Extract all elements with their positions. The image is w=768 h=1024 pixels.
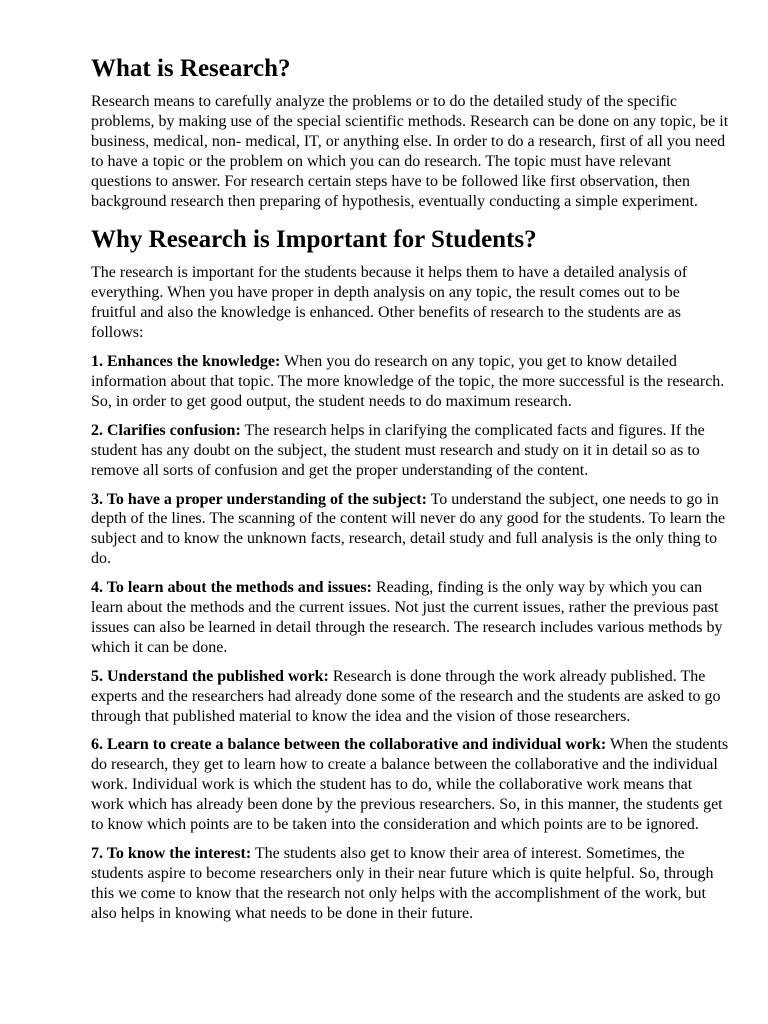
benefit-text-5: Research is done through the work already published. The experts and the researchers had already done some of the research and the students are asked to go through that published material to know the idea and the vision of those researchers.	[91, 667, 721, 725]
benefit-item-6	[91, 735, 729, 835]
document-page	[91, 52, 729, 933]
benefit-term-7: 7. To know the interest:	[91, 845, 252, 862]
benefit-text-6: When the students do research, they get to learn how to create a balance between the collaborative and the individual work. Individual work is which the student has to do, while the collaborative work means that work which has already been done by the previous researchers. So, in this manner, the students get to know which points are to be taken into the consideration and which points are to be ignored.	[91, 736, 729, 834]
benefit-term-4: 4. To learn about the methods and issues:	[91, 579, 372, 597]
heading-why-research-important: Why Research is Important for Students?	[91, 226, 537, 254]
benefit-term-1: 1. Enhances the knowledge:	[91, 353, 281, 371]
heading-what-is-research: What is Research?	[91, 55, 291, 82]
benefit-text-3: To understand the subject, one needs to go in depth of the lines. The scanning of the content will never do any good for the students. To learn the subject and to know the unknown facts, research, detail study and full analysis is the only thing to do.	[91, 490, 726, 568]
benefit-term-6: 6. Learn to create a balance between the collaborative and individual work:	[91, 736, 607, 754]
benefit-item-5	[91, 667, 729, 727]
benefit-text-7: The students also get to know their area of interest. Sometimes, the students aspire to become researchers only in their near future which is quite helpful. So, through this we come to know that the research not only helps with the accomplishment of the work, but also helps in knowing what needs to be done in their future.	[91, 845, 714, 922]
benefit-term-2: 2. Clarifies confusion:	[91, 421, 241, 439]
benefit-term-3: 3. To have a proper understanding of the subject:	[91, 490, 427, 508]
benefit-item-3	[91, 490, 729, 570]
benefit-text-1: When you do research on any topic, you get to know detailed information about that topic. The more knowledge of the topic, the more successful is the research. So, in order to get good output, the student needs to do maximum research.	[91, 353, 725, 410]
benefit-item-1	[91, 352, 729, 412]
benefit-item-7	[91, 844, 729, 924]
benefit-text-2: The research helps in clarifying the complicated facts and figures. If the student has any doubt on the subject, the student must research and study on it in detail so as to remove all sorts of confusion and get the proper understanding of the content.	[91, 421, 705, 479]
benefit-item-2	[91, 421, 729, 481]
benefit-text-4: Reading, finding is the only way by which you can learn about the methods and the current issues. Not just the current issues, rather the previous past issues can also be learned in detail through the research. The research includes various methods by which it can be done.	[91, 579, 723, 656]
benefit-item-4	[91, 578, 729, 658]
benefit-term-5: 5. Understand the published work:	[91, 667, 329, 685]
paragraph-definition: Research means to carefully analyze the problems or to do the detailed study of the specific problems, by making use of the special scientific methods. Research can be done on any topic, be it business, medical, non- medical, IT, or anything else. In order to do a research, first of all you need to have a topic or the problem on which you can do research. The topic must have relevant questions to answer. For research certain steps have to be followed like first observation, then background research then preparing of hypothesis, eventually conducting a simple experiment.	[91, 93, 729, 210]
paragraph-intro: The research is important for the students because it helps them to have a detailed analysis of everything. When you have proper in depth analysis on any topic, the result comes out to be fruitful and also the knowledge is enhanced. Other benefits of research to the students are as follows:	[91, 264, 688, 342]
